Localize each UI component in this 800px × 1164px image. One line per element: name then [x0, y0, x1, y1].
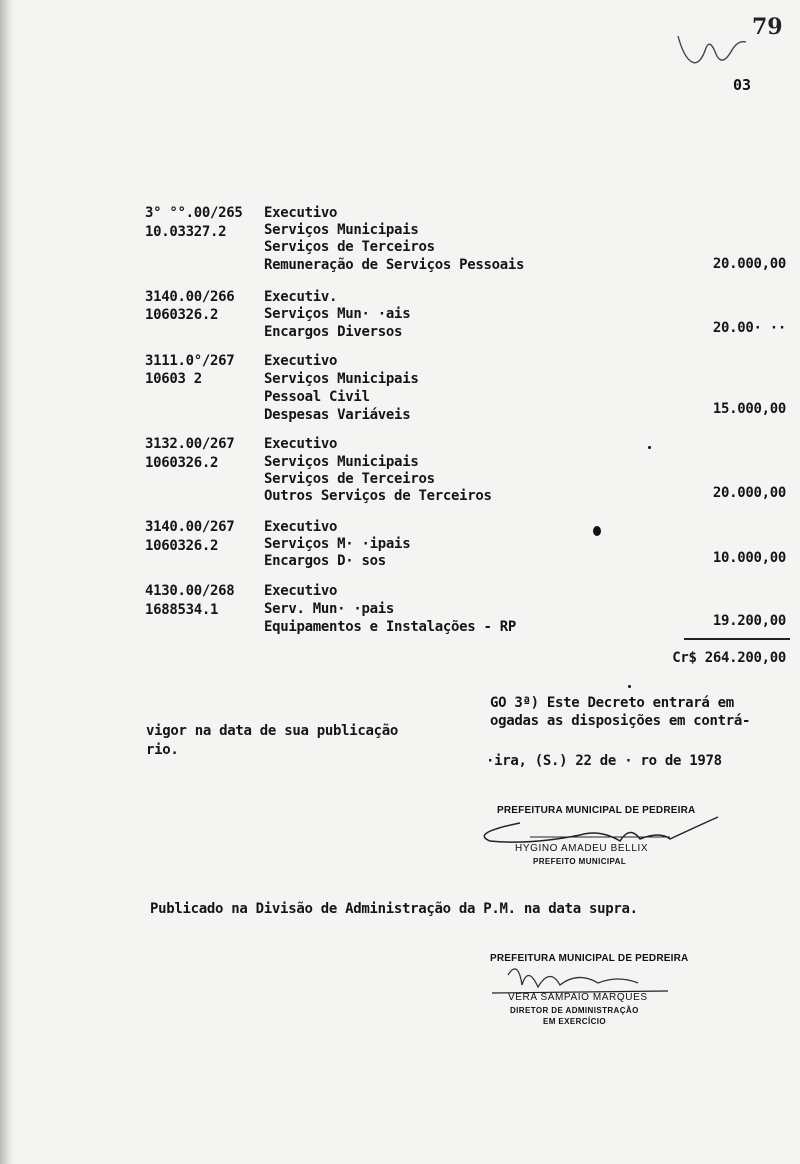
- entry-amount: 15.000,00: [712, 401, 786, 417]
- entry-subcode: 1688534.1: [145, 602, 219, 618]
- page-number: 79: [752, 14, 783, 40]
- page-binding-edge: [0, 0, 14, 1164]
- scan-speck: [648, 446, 651, 449]
- entry-line: Serviços Municipais: [264, 371, 419, 387]
- entry-line: Executivo: [264, 583, 338, 599]
- entry-line: Outros Serviços de Terceiros: [264, 488, 492, 504]
- entry-line: Executivo: [264, 353, 338, 369]
- article-text-line: GO 3ª) Este Decreto entrará em: [490, 695, 734, 711]
- entry-line: Serviços Mun· ·ais: [264, 306, 411, 322]
- entry-line: Serviços Municipais: [264, 222, 419, 238]
- signature-org: PREFEITURA MUNICIPAL DE PEDREIRA: [490, 953, 689, 964]
- entry-line: Executivo: [264, 205, 338, 221]
- entry-line: Executiv.: [264, 289, 338, 305]
- entry-amount: 10.000,00: [712, 550, 786, 566]
- entry-amount: 20.000,00: [712, 485, 786, 501]
- signatory-role: DIRETOR DE ADMINISTRAÇÃO: [510, 1006, 639, 1015]
- entry-subcode: 1060326.2: [145, 538, 219, 554]
- total-rule: [684, 638, 790, 640]
- publication-note: Publicado na Divisão de Administração da P.M. na data supra.: [150, 901, 638, 917]
- entry-line: Pessoal Civil: [264, 389, 370, 405]
- handwritten-mark-icon: [670, 28, 750, 78]
- entry-line: Encargos D· sos: [264, 553, 386, 569]
- entry-line: Executivo: [264, 436, 338, 452]
- sheet-number: 03: [733, 76, 752, 94]
- entry-line: Serviços de Terceiros: [264, 239, 435, 255]
- entry-amount: 19.200,00: [712, 613, 786, 629]
- place-and-date: ·ira, (S.) 22 de · ro de 1978: [486, 753, 722, 769]
- article-text-line: ogadas as disposições em contrá-: [490, 713, 751, 729]
- scan-speck: [593, 526, 601, 536]
- entry-line: Encargos Diversos: [264, 324, 403, 340]
- signatory-name: VERA SAMPAIO MARQUES: [508, 992, 648, 1003]
- signatory-role: PREFEITO MUNICIPAL: [533, 857, 627, 866]
- entry-line: Serviços M· ·ipais: [264, 536, 411, 552]
- signatory-name: HYGINO AMADEU BELLIX: [515, 843, 649, 854]
- entry-subcode: 1060326.2: [145, 307, 219, 323]
- entry-amount: 20.000,00: [712, 256, 786, 272]
- entry-subcode: 1060326.2: [145, 455, 219, 471]
- entry-code: 3140.00/267: [145, 519, 235, 535]
- entry-subcode: 10.03327.2: [145, 224, 227, 240]
- entry-code: 3132.00/267: [145, 436, 235, 452]
- article-text-line: vigor na data de sua publicação: [146, 723, 398, 739]
- signatory-role: EM EXERCÍCIO: [543, 1017, 607, 1026]
- entry-code: 3111.0°/267: [145, 353, 235, 369]
- article-text-line: rio.: [146, 742, 179, 758]
- signature-org: PREFEITURA MUNICIPAL DE PEDREIRA: [497, 805, 696, 816]
- entry-line: Serviços Municipais: [264, 454, 419, 470]
- entry-amount: 20.00· ··: [712, 320, 786, 336]
- entry-code: 4130.00/268: [145, 583, 235, 599]
- grand-total: Cr$ 264.200,00: [672, 650, 786, 666]
- entry-line: Equipamentos e Instalações - RP: [264, 619, 516, 635]
- entry-line: Remuneração de Serviços Pessoais: [264, 257, 525, 273]
- entry-code: 3140.00/266: [145, 289, 235, 305]
- admin-signature-icon: [488, 957, 688, 997]
- entry-line: Serviços de Terceiros: [264, 471, 435, 487]
- entry-code: 3° °°.00/265: [145, 205, 243, 221]
- entry-line: Executivo: [264, 519, 338, 535]
- entry-subcode: 10603 2: [145, 371, 202, 387]
- entry-line: Serv. Mun· ·pais: [264, 601, 395, 617]
- entry-line: Despesas Variáveis: [264, 407, 411, 423]
- scan-speck: [628, 685, 631, 688]
